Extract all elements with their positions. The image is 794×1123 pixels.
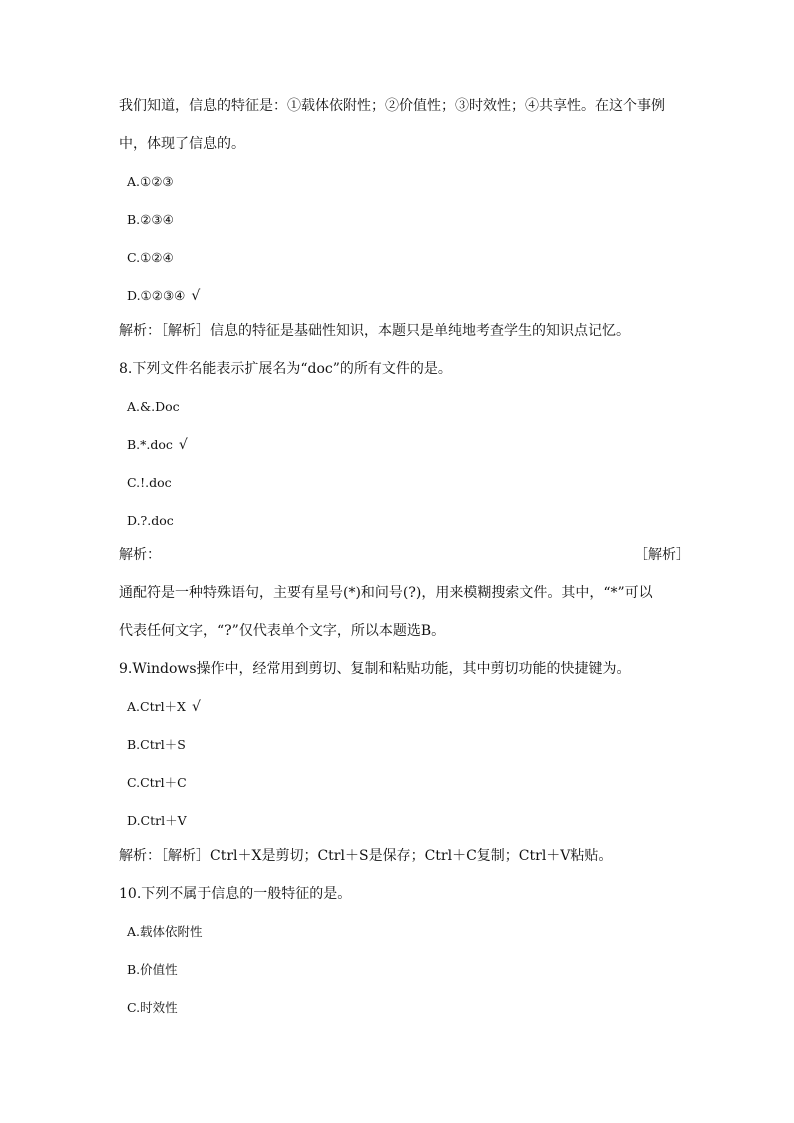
option-text: B.②③④ <box>127 212 174 227</box>
q7-option-c <box>127 248 174 268</box>
option-text: D.Ctrl＋V <box>127 813 187 828</box>
q7-option-a <box>127 172 174 192</box>
option-text: C.Ctrl＋C <box>127 775 187 790</box>
q8-analysis-line-1: 通配符是一种特殊语句，主要有星号(*)和问号(?)，用来模糊搜索文件。其中，“*”可以 <box>119 585 653 601</box>
q9-analysis: 解析：［解析］Ctrl＋X是剪切；Ctrl＋S是保存；Ctrl＋C复制；Ctrl＋V粘贴。 <box>119 848 613 864</box>
q8-option-d <box>127 511 174 531</box>
option-text: A.Ctrl＋X <box>127 699 186 714</box>
option-text: B.Ctrl＋S <box>127 737 186 752</box>
q7-option-d <box>127 286 200 306</box>
checkmark-icon: √ <box>191 699 201 715</box>
q8-option-a <box>127 397 180 417</box>
option-text: A.&.Doc <box>127 399 180 414</box>
option-text: C.①②④ <box>127 250 174 265</box>
q7-stem-line-2: 中，体现了信息的。 <box>119 136 245 152</box>
q8-analysis-label: 解析： <box>119 547 161 563</box>
option-text: B.*.doc <box>127 437 173 452</box>
q7-analysis: 解析：［解析］信息的特征是基础性知识，本题只是单纯地考查学生的知识点记忆。 <box>119 323 630 339</box>
q10-option-c <box>127 998 178 1018</box>
option-text: D.?.doc <box>127 513 174 528</box>
q10-option-b <box>127 960 178 980</box>
q8-option-c <box>127 473 172 493</box>
q8-option-b <box>127 435 188 455</box>
q10-stem: 10.下列不属于信息的一般特征的是。 <box>119 886 352 902</box>
q8-analysis-line-2: 代表任何文字，“?”仅代表单个文字，所以本题选B。 <box>119 623 446 639</box>
option-text: C.时效性 <box>127 1000 178 1015</box>
q8-stem: 8.下列文件名能表示扩展名为“doc”的所有文件的是。 <box>119 361 452 377</box>
q8-analysis-tag: ［解析］ <box>634 547 690 563</box>
option-text: B.价值性 <box>127 962 178 977</box>
q7-stem-line-1: 我们知道，信息的特征是：①载体依附性；②价值性；③时效性；④共享性。在这个事例 <box>119 98 665 114</box>
q7-option-b <box>127 210 174 230</box>
q9-option-a <box>127 697 201 717</box>
option-text: D.①②③④ <box>127 288 186 303</box>
checkmark-icon: √ <box>178 437 188 453</box>
q9-option-b <box>127 735 186 755</box>
q10-option-a <box>127 922 203 942</box>
option-text: A.载体依附性 <box>127 924 203 939</box>
option-text: C.!.doc <box>127 475 172 490</box>
q9-option-c <box>127 773 187 793</box>
option-text: A.①②③ <box>127 174 174 189</box>
q9-option-d <box>127 811 187 831</box>
q9-stem: 9.Windows操作中，经常用到剪切、复制和粘贴功能，其中剪切功能的快捷键为。 <box>119 661 631 677</box>
checkmark-icon: √ <box>191 288 201 304</box>
